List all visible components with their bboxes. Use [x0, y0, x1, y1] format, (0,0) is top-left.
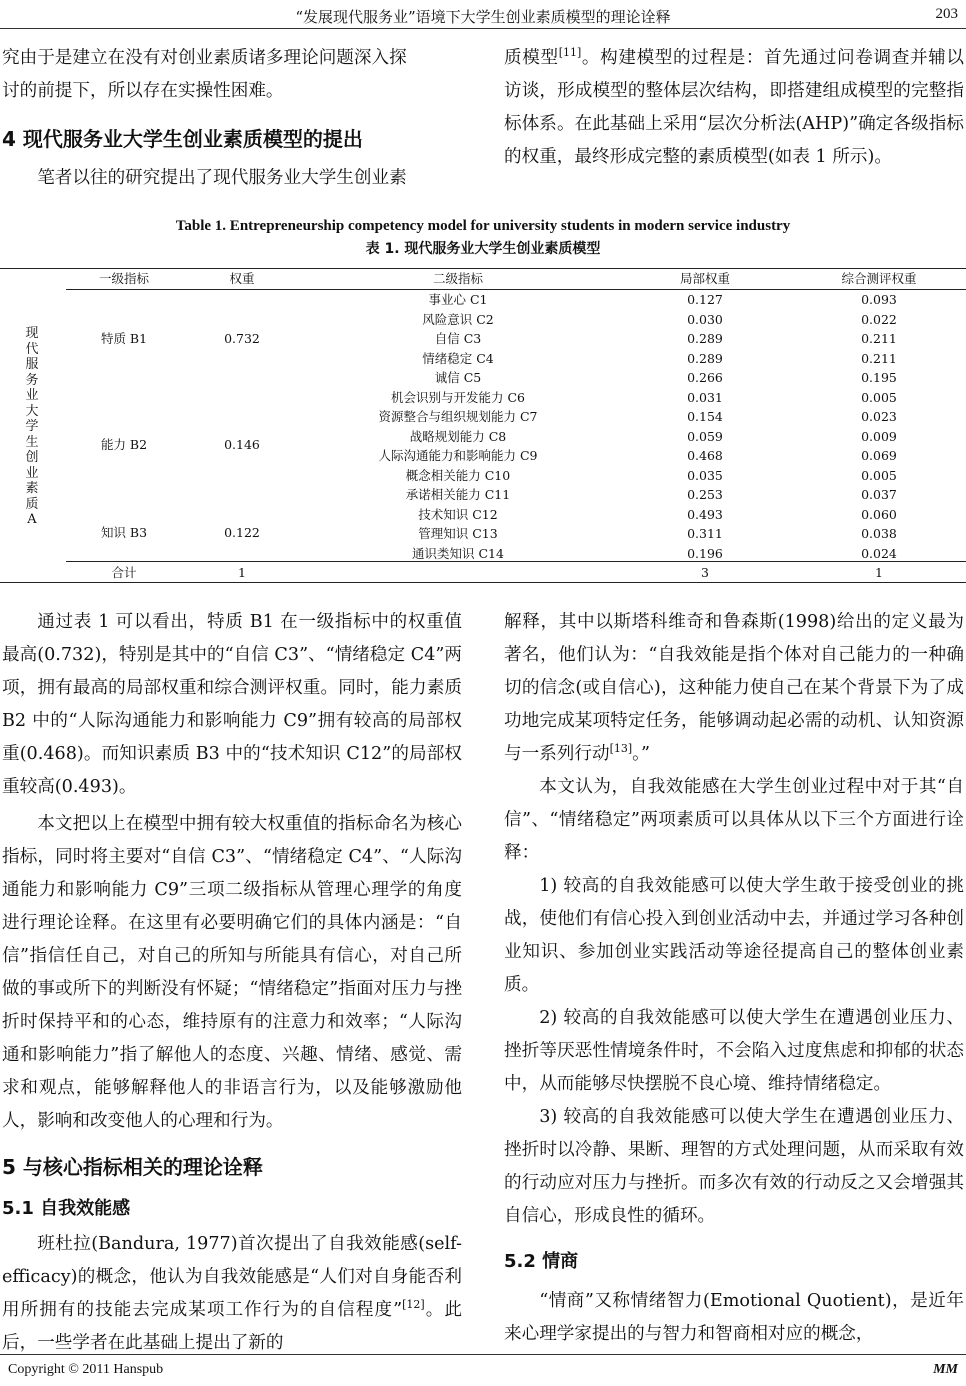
list-item: 1) 较高的自我效能感可以使大学生敢于接受创业的挑战，使他们有信心投入到创业活动中去，并通过学习各种创业知识、参加创业实践活动等途径提高自己的整体创业素质。 [504, 876, 964, 995]
row-local: 0.289 [687, 350, 723, 366]
paragraph [504, 42, 964, 174]
table-caption-zh: 表 1. 现代服务业大学生创业素质模型 [365, 241, 601, 257]
row-overall: 0.005 [861, 467, 897, 483]
section-4-heading: 4 现代服务业大学生创业素质模型的提出 [2, 127, 363, 151]
row-overall: 0.038 [861, 526, 897, 541]
row-name: 资源整合与组织规划能力 C7 [378, 409, 538, 424]
total-overall: 1 [875, 565, 883, 580]
row-name: 风险意识 C2 [422, 311, 494, 327]
row-local: 0.468 [687, 448, 723, 463]
top-left-column [2, 42, 462, 195]
competency-table [0, 268, 966, 584]
row-overall: 0.005 [861, 389, 897, 405]
row-local: 0.030 [687, 311, 723, 327]
row-name: 情绪稳定 C4 [422, 350, 494, 366]
row-overall: 0.211 [861, 331, 897, 346]
top-right-column [504, 42, 964, 174]
row-local: 0.289 [687, 331, 723, 346]
footer-rule [0, 1354, 966, 1355]
row-overall: 0.211 [861, 350, 897, 366]
journal-abbrev: MM [933, 1362, 958, 1377]
page-footer [0, 1348, 966, 1386]
section-5-2-heading: 5.2 情商 [504, 1251, 579, 1272]
section-5-1-heading: 5.1 自我效能感 [2, 1198, 131, 1219]
bottom-right-column [504, 606, 964, 1351]
header-weight: 权重 [229, 271, 255, 286]
header-rule [0, 28, 966, 29]
text-span: 。此后，一些学者在此基础上提出了新的 [2, 1300, 462, 1353]
copyright: Copyright © 2011 Hanspub [8, 1362, 164, 1377]
running-header [0, 0, 966, 34]
row-name: 事业心 C1 [428, 292, 488, 307]
header-level2: 二级指标 [432, 271, 483, 286]
paragraph: 讨的前提下，所以存在实操性困难。 [2, 81, 284, 101]
row-overall: 0.023 [861, 409, 897, 424]
table-bottom-rule [0, 582, 966, 583]
group-weight: 0.122 [224, 525, 260, 540]
list-item: 3) 较高的自我效能感可以使大学生在遭遇创业压力、挫折时以冷静、果断、理智的方式处理问题，从而采取有效的行动应对压力与挫折。而多次有效的行动反之又会增强其自信心，形成良性的循环。 [504, 1107, 964, 1226]
paragraph: 本文认为，自我效能感在大学生创业过程中对于其“自信”、“情绪稳定”两项素质可以具体从以下三个方面进行诠释： [504, 777, 964, 863]
row-name: 自信 C3 [434, 331, 482, 346]
citation-ref[interactable]: [12] [402, 1298, 425, 1312]
row-name: 承诺相关能力 C11 [405, 487, 511, 502]
total-local: 3 [701, 565, 709, 580]
text-span: 。构建模型的过程是：首先通过问卷调查并辅以访谈，形成模型的整体层次结构，即搭建组成模型的完整指标体系。在此基础上采用“层次分析法(AHP)”确定各级指标的权重，最终形成完整的素质模型(如表 1 所示)。 [504, 48, 964, 167]
row-overall: 0.037 [861, 487, 897, 502]
header-overall-weight: 综合测评权重 [841, 271, 917, 286]
row-name: 概念相关能力 C10 [405, 467, 511, 483]
row-name: 机会识别与开发能力 C6 [391, 389, 525, 405]
paragraph [504, 606, 964, 771]
running-title: “发展现代服务业”语境下大学生创业素质模型的理论诠释 [295, 8, 671, 26]
citation-ref[interactable]: [13] [609, 742, 633, 756]
group-name: 知识 B3 [100, 525, 148, 540]
paragraph: 通过表 1 可以看出，特质 B1 在一级指标中的权重值最高(0.732)，特别是其中的“自信 C3”、“情绪稳定 C4”两项，拥有最高的局部权重和综合测评权重。同时，能力素质 B2 中的“人际沟通能力和影响能力 C9”拥有较高的局部权重(0.468)。而知识素质 B3 中的“技术知识 C12”的局部权重较高(0.493)。 [2, 612, 462, 797]
section-5-heading: 5 与核心指标相关的理论诠释 [2, 1155, 263, 1179]
total-label: 合计 [111, 565, 137, 580]
row-name: 管理知识 C13 [418, 526, 498, 541]
row-overall: 0.093 [861, 292, 897, 307]
row-overall: 0.022 [861, 311, 897, 327]
total-weight: 1 [238, 565, 246, 580]
row-local: 0.035 [687, 467, 723, 483]
row-local: 0.196 [687, 545, 723, 561]
citation-ref[interactable]: [11] [558, 46, 582, 60]
row-local: 0.059 [687, 428, 723, 444]
row-name: 战略规划能力 C8 [409, 428, 507, 444]
row-local: 0.266 [687, 370, 723, 385]
row-overall: 0.009 [861, 428, 897, 444]
row-local: 0.493 [687, 506, 723, 522]
row-overall: 0.195 [861, 370, 897, 385]
text-span: 质模型 [504, 48, 559, 68]
list-item: 2) 较高的自我效能感可以使大学生在遭遇创业压力、挫折等厌恶性情境条件时，不会陷入过度焦虑和抑郁的状态中，从而能够尽快摆脱不良心境、维持情绪稳定。 [504, 1008, 964, 1094]
paragraph: 究由于是建立在没有对创业素质诸多理论问题深入探 [2, 48, 407, 68]
group-weight: 0.732 [224, 331, 260, 346]
row-name: 人际沟通能力和影响能力 C9 [378, 448, 538, 463]
text-span: 班杜拉(Bandura, 1977)首次提出了自我效能感(self-efficacy)的概念，他认为自我效能感是“人们对自身能否利用所拥有的技能去完成某项工作行为的自信程度” [2, 1234, 462, 1320]
paragraph: 笔者以往的研究提出了现代服务业大学生创业素 [37, 168, 407, 188]
row-overall: 0.069 [861, 448, 897, 463]
bottom-left-column [2, 606, 462, 1360]
header-level1: 一级指标 [98, 271, 149, 286]
row-overall: 0.060 [861, 506, 897, 522]
row-local: 0.154 [687, 409, 723, 424]
row-name: 通识类知识 C14 [412, 545, 504, 561]
row-name: 诚信 C5 [434, 370, 482, 385]
row-local: 0.253 [687, 487, 723, 502]
header-local-weight: 局部权重 [679, 271, 730, 286]
text-span: 。” [632, 744, 650, 764]
group-weight: 0.146 [224, 437, 260, 452]
row-local: 0.311 [687, 526, 723, 541]
table-caption-en: Table 1. Entrepreneurship competency model for university students in modern service industry [175, 218, 791, 234]
paragraph: “情商”又称情绪智力(Emotional Quotient)，是近年来心理学家提出的与智力和智商相对应的概念， [504, 1291, 964, 1344]
page-number: 203 [935, 6, 958, 22]
text-span: 解释，其中以斯塔科维奇和鲁森斯(1998)给出的定义最为著名，他们认为：“自我效能是指个体对自己能力的一种确切的信念(或自信心)，这种能力使自己在某个背景下为了成功地完成某项特定任务，能够调动起必需的动机、认知资源与一系列行动 [504, 612, 964, 764]
paragraph: 本文把以上在模型中拥有较大权重值的指标命名为核心指标，同时将主要对“自信 C3”、“情绪稳定 C4”、“人际沟通能力和影响能力 C9”三项二级指标从管理心理学的角度进行理论诠释。在这里有必要明确它们的具体内涵是：“自信”指信任自己，对自己的所知与所能具有信心，对自己所做的事或所下的判断没有怀疑；“情绪稳定”指面对压力与挫折时保持平和的心态，维持原有的注意力和效率；“人际沟通和影响能力”指了解他人的态度、兴趣、情绪、感觉、需求和观点，能够解释他人的非语言行为，以及能够激励他人，影响和改变他人的心理和行为。 [2, 814, 462, 1131]
group-name: 特质 B1 [100, 331, 148, 346]
paragraph [2, 1228, 462, 1360]
group-name: 能力 B2 [100, 437, 148, 452]
row-local: 0.127 [687, 292, 723, 307]
row-overall: 0.024 [861, 545, 897, 561]
table-vertical-label: 现代服务业大学生创业素质A [25, 326, 39, 527]
row-local: 0.031 [687, 389, 723, 405]
row-name: 技术知识 C12 [418, 506, 498, 522]
